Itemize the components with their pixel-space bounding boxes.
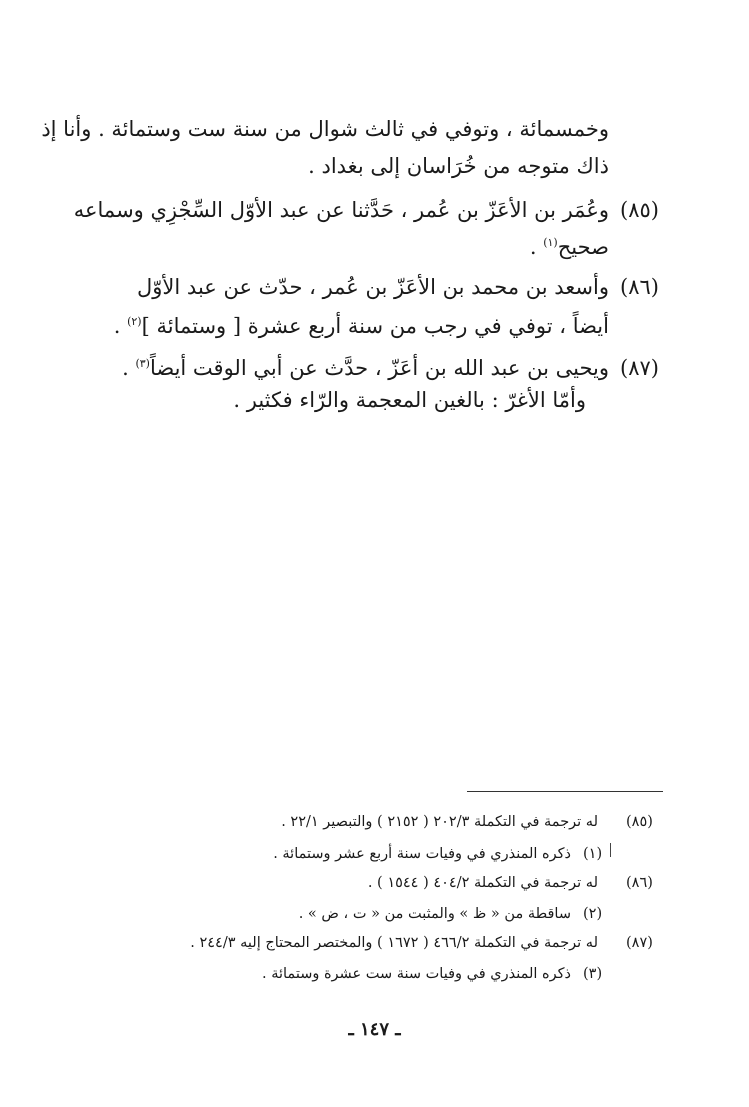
entry-85-number: (٨٥) [620, 198, 659, 222]
footnote-separator [467, 791, 663, 792]
entry-85-text: صحيح [557, 235, 609, 259]
footnote-3-number: (٣) [583, 966, 603, 982]
entry-85-end: . [529, 235, 544, 259]
footnote-1-number: (١) [583, 846, 603, 862]
entry-85-line-2 [530, 232, 609, 262]
footnote-86-text: له ترجمة في التكملة ٤٠٤/٢ ( ١٥٤٤ ) . [367, 875, 598, 891]
footnote-ref-3: (٣) [135, 357, 150, 370]
entry-87-line-1 [122, 353, 609, 383]
entry-87-text: ويحيى بن عبد الله بن أعَزّ ، حدَّث عن أبي الوقت أيضاً [149, 356, 609, 380]
entry-86-number: (٨٦) [620, 275, 659, 299]
margin-mark [610, 843, 611, 857]
closing-line: وأمّا الأغرّ : بالغين المعجمة والرّاء فكثير . [233, 388, 586, 412]
footnote-ref-1: (١) [543, 236, 558, 249]
footnote-3-text: ذكره المنذري في وفيات سنة ست عشرة وستمائة . [261, 966, 571, 982]
entry-87-number: (٨٧) [620, 356, 659, 380]
footnote-ref-2: (٢) [127, 315, 142, 328]
page-number: ـ ١٤٧ ـ [348, 1019, 401, 1040]
footnote-2-number: (٢) [583, 906, 603, 922]
entry-86-text: أيضاً ، توفي في رجب من سنة أربع عشرة [ وستمائة ] [141, 314, 609, 338]
entry-86-end: . [113, 314, 128, 338]
footnote-85-text: له ترجمة في التكملة ٢٠٢/٣ ( ٢١٥٢ ) والتبصير ٢٢/١ . [281, 814, 598, 830]
footnote-85-number: (٨٥) [626, 814, 653, 830]
body-line-2: ذاك متوجه من خُرَاسان إلى بغداد . [308, 154, 609, 178]
entry-85-line-1: وعُمَر بن الأعَزّ بن عُمر ، حَدَّثنا عن عبد الأوّل السِّجْزِي وسماعه [73, 198, 609, 222]
footnote-87-text: له ترجمة في التكملة ٤٦٦/٢ ( ١٦٧٢ ) والمختصر المحتاج إليه ٢٤٤/٣ . [190, 935, 598, 951]
footnote-87-number: (٨٧) [626, 935, 653, 951]
body-line-1: وخمسمائة ، وتوفي في ثالث شوال من سنة ست وستمائة . وأنا إذ [41, 117, 609, 141]
footnote-1-text: ذكره المنذري في وفيات سنة أربع عشر وستمائة . [273, 846, 571, 862]
entry-86-line-1: وأسعد بن محمد بن الأعَزّ بن عُمر ، حدّث عن عبد الأوّل [137, 275, 609, 299]
entry-87-end: . [122, 356, 136, 380]
footnote-2-text: ساقطة من « ظ » والمثبت من « ت ، ض » . [298, 906, 571, 922]
entry-86-line-2 [114, 311, 609, 341]
footnote-86-number: (٨٦) [626, 875, 653, 891]
